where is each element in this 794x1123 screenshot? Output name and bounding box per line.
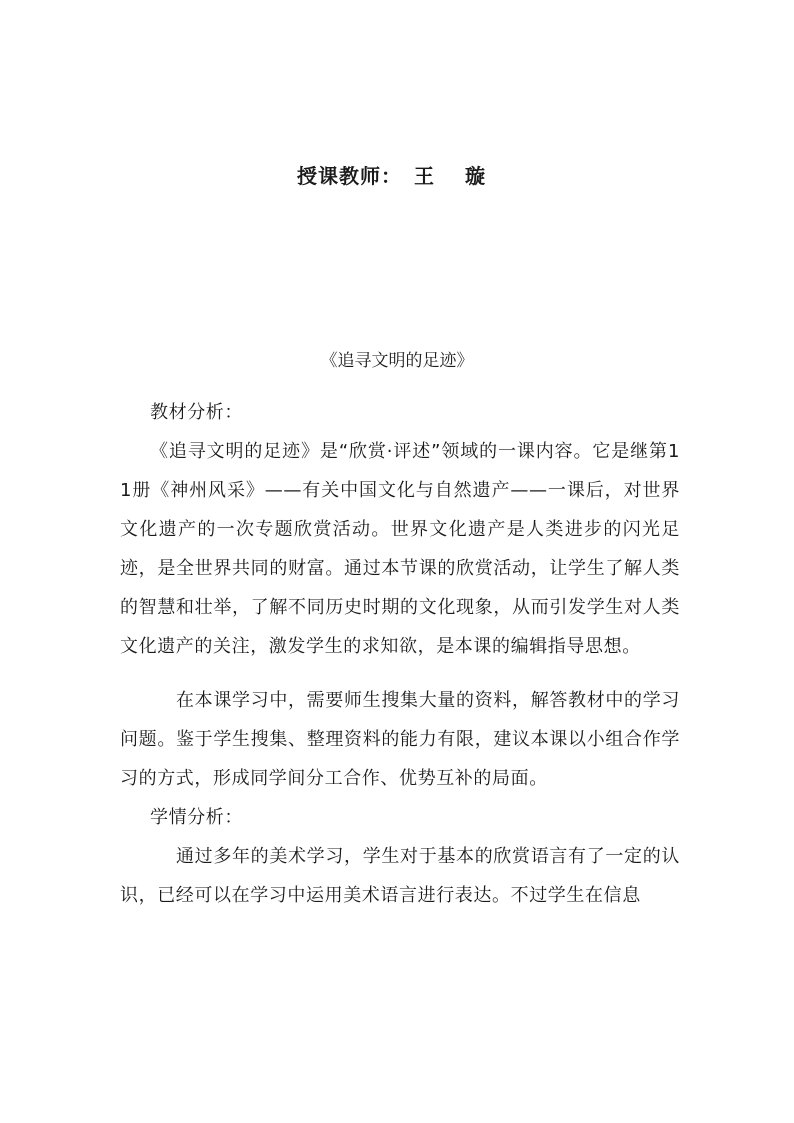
lesson-title: 《追寻文明的足迹》 bbox=[320, 351, 474, 371]
textbook-analysis-paragraph-1: 《追寻文明的足迹》是“欣赏·评述”领域的一课内容。它是继第11册《神州风采》——有关中国文化与自然遗产——一课后，对世界文化遗产的一次专题欣赏活动。世界文化遗产是人类进步的闪光足迹，是全世界共同的财富。通过本节课的欣赏活动，让学生了解人类的智慧和壮举，了解不同历史时期的文化现象，从而引发学生对人类文化遗产的关注，激发学生的求知欲，是本课的编辑指导思想。 bbox=[120, 441, 680, 657]
teacher-label: 授课教师： bbox=[297, 164, 403, 188]
student-analysis-paragraph-1: 通过多年的美术学习，学生对于基本的欣赏语言有了一定的认识，已经可以在学习中运用美术语言进行表达。不过学生在信息 bbox=[120, 846, 680, 906]
student-analysis-heading: 学情分析： bbox=[150, 807, 243, 828]
teacher-name: 王 璇 bbox=[414, 164, 497, 188]
textbook-analysis-paragraph-2: 在本课学习中，需要师生搜集大量的资料，解答教材中的学习问题。鉴于学生搜集、整理资料的能力有限，建议本课以小组合作学习的方式，形成同学间分工合作、优势互补的局面。 bbox=[120, 690, 680, 789]
textbook-analysis-heading: 教材分析： bbox=[150, 402, 243, 423]
document-body bbox=[120, 393, 680, 915]
teacher-line bbox=[0, 160, 794, 189]
paragraph-gap bbox=[120, 666, 680, 681]
